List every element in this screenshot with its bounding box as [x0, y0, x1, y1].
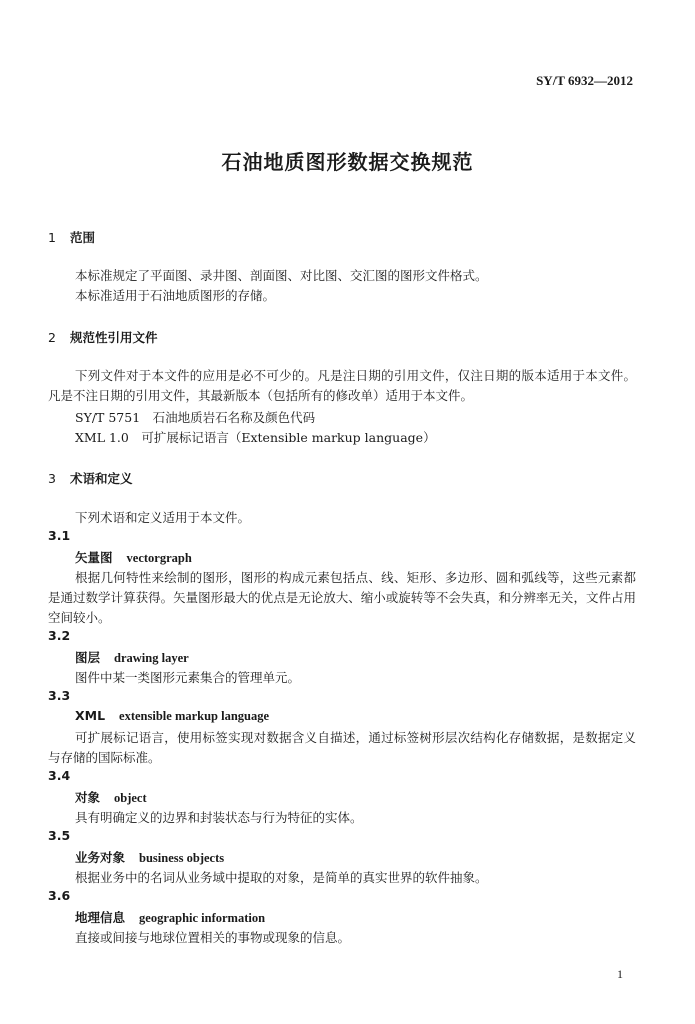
section-heading-terms — [48, 469, 133, 487]
references-intro: 下列文件对于本文件的应用是必不可少的。凡是注日期的引用文件，仅注日期的版本适用于本文件。凡是不注日期的引用文件，其最新版本（包括所有的修改单）适用于本文件。 — [48, 368, 636, 403]
term-en: geographic information — [139, 911, 266, 925]
section-heading-scope — [48, 228, 95, 246]
document-title: 石油地质图形数据交换规范 — [221, 150, 474, 174]
section-title: 范围 — [70, 230, 96, 245]
term-en: object — [114, 791, 147, 805]
term-cn: XML — [75, 708, 106, 723]
term-definition: 直接或间接与地球位置相关的事物或现象的信息。 — [75, 930, 351, 945]
section-number: 2 — [48, 330, 56, 345]
term-definition: 具有明确定义的边界和封装状态与行为特征的实体。 — [75, 810, 363, 825]
scope-paragraph: 本标准规定了平面图、录井图、剖面图、对比图、交汇图的图形文件格式。 — [75, 268, 488, 283]
term-entry — [75, 848, 224, 866]
clause-number: 3.4 — [48, 768, 71, 783]
clause-number: 3.5 — [48, 828, 71, 843]
page-number: 1 — [617, 967, 623, 981]
section-heading-references — [48, 328, 158, 346]
term-en: business objects — [139, 851, 225, 865]
term-definition: 根据几何特性来绘制的图形，图形的构成元素包括点、线、矩形、多边形、圆和弧线等，这些元素都是通过数学计算获得。矢量图形最大的优点是无论放大、缩小或旋转等不会失真，和分辨率无关，文件占用空间较小。 — [48, 570, 636, 625]
term-cn: 图层 — [75, 650, 101, 665]
clause-number: 3.2 — [48, 628, 71, 643]
term-definition: 根据业务中的名词从业务域中提取的对象，是简单的真实世界的软件抽象。 — [75, 870, 488, 885]
term-entry — [75, 548, 192, 566]
terms-intro: 下列术语和定义适用于本文件。 — [75, 510, 251, 525]
section-title: 术语和定义 — [70, 471, 133, 486]
reference-item: SY/T 5751 石油地质岩石名称及颜色代码 — [75, 410, 316, 425]
reference-item: XML 1.0 可扩展标记语言（Extensible markup language） — [75, 430, 436, 445]
term-cn: 业务对象 — [75, 850, 126, 865]
section-number: 1 — [48, 230, 56, 245]
term-en: vectorgraph — [126, 551, 192, 565]
scope-paragraph: 本标准适用于石油地质图形的存储。 — [75, 288, 276, 303]
term-cn: 对象 — [75, 790, 101, 805]
term-definition: 图件中某一类图形元素集合的管理单元。 — [75, 670, 301, 685]
term-entry — [75, 908, 265, 926]
term-cn: 矢量图 — [75, 550, 113, 565]
term-entry — [75, 708, 269, 724]
term-cn: 地理信息 — [75, 910, 126, 925]
term-definition: 可扩展标记语言，使用标签实现对数据含义自描述，通过标签树形层次结构化存储数据，是数据定义与存储的国际标准。 — [48, 730, 636, 765]
term-entry — [75, 788, 147, 806]
section-title: 规范性引用文件 — [70, 330, 158, 345]
section-number: 3 — [48, 471, 56, 486]
term-en: drawing layer — [114, 651, 189, 665]
standard-code: SY/T 6932—2012 — [536, 73, 633, 88]
clause-number: 3.6 — [48, 888, 71, 903]
term-entry — [75, 648, 189, 666]
clause-number: 3.3 — [48, 688, 71, 703]
term-en: extensible markup language — [119, 709, 270, 723]
clause-number: 3.1 — [48, 528, 71, 543]
